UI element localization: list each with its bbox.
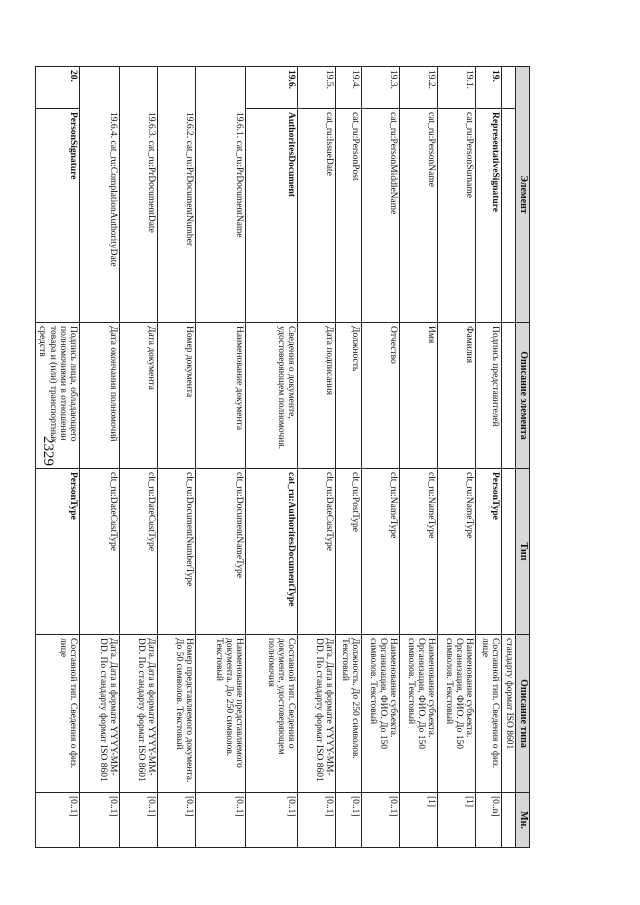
element-type: clt_ru:DateCustType bbox=[298, 469, 336, 635]
element-name: cat_ru:PersonMiddleName bbox=[362, 109, 400, 323]
type-description: Составной тип. Сведения о документе, удостоверяющем полномочия bbox=[246, 635, 298, 793]
element-description: Сведения о документе, удостоверяющем полномочия. bbox=[246, 323, 298, 469]
element-type: clt_ru:NameType bbox=[400, 469, 438, 635]
table-row bbox=[120, 67, 158, 848]
element-type: clt_ru:PostType bbox=[336, 469, 362, 635]
element-name: PersonSignature bbox=[36, 109, 80, 323]
multiplicity: [0..1] bbox=[196, 793, 246, 848]
row-number: 19.6.2. bbox=[184, 112, 195, 139]
element-name: 19.6.4. cat_ru:ComplationAuthorityDate bbox=[80, 67, 120, 323]
type-description: Составной тип. Сведения о физ. лице bbox=[36, 635, 80, 793]
page-number: 2329 bbox=[40, 436, 56, 466]
header-multiplicity: Мн. bbox=[516, 793, 530, 848]
element-name: AuthoritesDocument bbox=[246, 109, 298, 323]
element-type: cat_ru:AuthoritesDocumentType bbox=[246, 469, 298, 635]
element-name: 19.6.3. cat_ru:PrDocumentDate bbox=[120, 67, 158, 323]
table-row bbox=[502, 67, 516, 848]
multiplicity bbox=[502, 793, 516, 848]
element-description: Отчество bbox=[362, 323, 400, 469]
element-description: Номер документа bbox=[158, 323, 196, 469]
element-name: cat_ru:PersonName bbox=[400, 109, 438, 323]
table-row bbox=[400, 67, 438, 848]
row-number: 19.6. bbox=[246, 67, 298, 109]
type-description: Наименование субъекта. Организация, ФИО. До 150 символов. Текстовый bbox=[438, 635, 476, 793]
element-name: cat_ru:PersonSurname bbox=[438, 109, 476, 323]
table-row bbox=[298, 67, 336, 848]
multiplicity: [0..1] bbox=[298, 793, 336, 848]
element-description: Наименование документа bbox=[196, 323, 246, 469]
element-type: PersonType bbox=[476, 469, 502, 635]
schema-table bbox=[35, 66, 530, 848]
table-row bbox=[80, 67, 120, 848]
element-description: Дата подписания bbox=[298, 323, 336, 469]
element-description: Подпись представителей bbox=[476, 323, 502, 469]
element-name: 19.6.1. cat_ru:PrDocumentName bbox=[196, 67, 246, 323]
multiplicity: [0..1] bbox=[36, 793, 80, 848]
element-type: PersonType bbox=[36, 469, 80, 635]
element-type: clt_ru:DateCustType bbox=[80, 469, 120, 635]
table-header-row bbox=[516, 67, 530, 848]
type-description: Номер представляемого документа. До 50 символов. Текстовый bbox=[158, 635, 196, 793]
multiplicity: [1] bbox=[400, 793, 438, 848]
type-description: Дата. Дата в формате YYYY-MM-DD. По стандарту формат ISO 8601 bbox=[80, 635, 120, 793]
element-type: clt_ru:DocumentNumberType bbox=[158, 469, 196, 635]
row-number: 19.6.3. bbox=[146, 112, 157, 139]
element-description: Подпись лица, обладающего полномочиями в отношении товара и (или) транспортных средств bbox=[36, 323, 80, 469]
type-description: Дата. Дата в формате YYYY-MM-DD. По стандарту формат ISO 8601 bbox=[298, 635, 336, 793]
type-description: Наименование субъекта. Организация, ФИО. До 150 символов. Текстовый bbox=[362, 635, 400, 793]
element-description: Дата окончания полномочий bbox=[80, 323, 120, 469]
row-number: 19.6.4. bbox=[108, 112, 119, 139]
table-row bbox=[336, 67, 362, 848]
row-number: 19.5. bbox=[298, 67, 336, 109]
element-type bbox=[502, 469, 516, 635]
element-name: RepresentativeSignature bbox=[476, 109, 502, 323]
element-name bbox=[502, 109, 516, 323]
type-description: Дата. Дата в формате YYYY-MM-DD. По стандарту формат ISO 8601 bbox=[120, 635, 158, 793]
row-number: 19.6.1. bbox=[234, 112, 245, 139]
multiplicity: [0..1] bbox=[336, 793, 362, 848]
multiplicity: [1] bbox=[438, 793, 476, 848]
type-description: Наименование представляемого документа. До 250 символов. Текстовый bbox=[196, 635, 246, 793]
multiplicity: [0..1] bbox=[246, 793, 298, 848]
type-description: стандарту формат ISO 8601 bbox=[502, 635, 516, 793]
header-element: Элемент bbox=[516, 67, 530, 323]
element-description: Дата документа bbox=[120, 323, 158, 469]
row-number: 19.1. bbox=[438, 67, 476, 109]
type-description: Составной тип. Сведения о физ. лице bbox=[476, 635, 502, 793]
row-number: 19.4. bbox=[336, 67, 362, 109]
row-number: 19.3. bbox=[362, 67, 400, 109]
table-row bbox=[438, 67, 476, 848]
row-number: 19.2. bbox=[400, 67, 438, 109]
table-row bbox=[476, 67, 502, 848]
multiplicity: [0..1] bbox=[120, 793, 158, 848]
element-description: Фамилия bbox=[438, 323, 476, 469]
element-description: Должность bbox=[336, 323, 362, 469]
header-type-description: Описание типа bbox=[516, 635, 530, 793]
type-description: Должность. До 250 символов. Текстовый bbox=[336, 635, 362, 793]
element-name: 19.6.2. cat_ru:PrDocumentNumber bbox=[158, 67, 196, 323]
multiplicity: [0..1] bbox=[80, 793, 120, 848]
row-number bbox=[502, 67, 516, 109]
element-description bbox=[502, 323, 516, 469]
element-type: clt_ru:NameType bbox=[438, 469, 476, 635]
element-type: clt_ru:DocumentNameType bbox=[196, 469, 246, 635]
table-row bbox=[246, 67, 298, 848]
element-description: Имя bbox=[400, 323, 438, 469]
element-type: clt_ru:NameType bbox=[362, 469, 400, 635]
element-name: cat_ru:IssueDate bbox=[298, 109, 336, 323]
element-type: clt_ru:DateCustType bbox=[120, 469, 158, 635]
multiplicity: [0..1] bbox=[362, 793, 400, 848]
multiplicity: [0..1] bbox=[158, 793, 196, 848]
multiplicity: [0..n] bbox=[476, 793, 502, 848]
table-row bbox=[362, 67, 400, 848]
row-number: 19. bbox=[476, 67, 502, 109]
header-type: Тип bbox=[516, 469, 530, 635]
table-row bbox=[196, 67, 246, 848]
table-row bbox=[36, 67, 80, 848]
header-element-description: Описание элемента bbox=[516, 323, 530, 469]
table-row bbox=[158, 67, 196, 848]
element-name: cat_ru:PersonPost bbox=[336, 109, 362, 323]
row-number: 20. bbox=[36, 67, 80, 109]
type-description: Наименование субъекта. Организация, ФИО. До 150 символов. Текстовый bbox=[400, 635, 438, 793]
